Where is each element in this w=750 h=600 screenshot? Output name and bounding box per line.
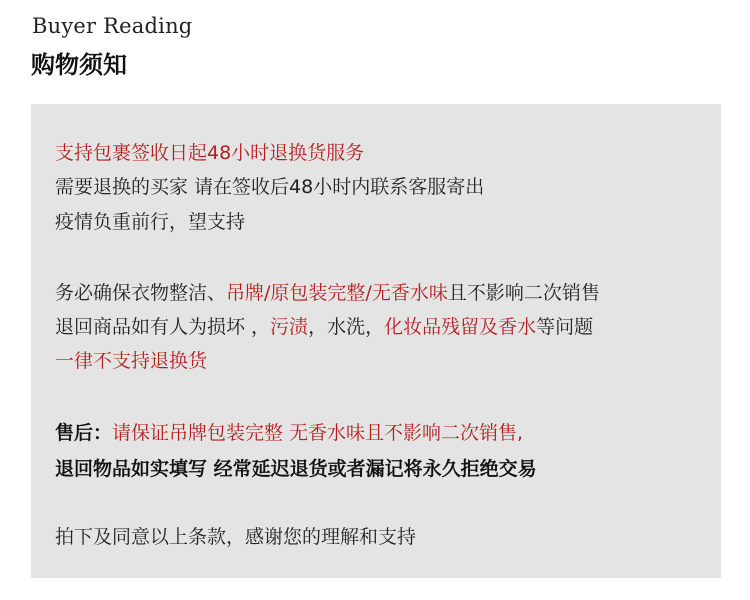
notice-contact-instruction: 需要退换的买家 请在签收后48小时内联系客服寄出 — [55, 176, 485, 198]
notice-damage-b: 污渍 — [270, 316, 309, 338]
notice-support-note: 疫情负重前行，望支持 — [55, 211, 246, 233]
notice-damage-d: 化妆品残留及香水 — [384, 316, 537, 338]
notice-condition-a: 务必确保衣物整洁、 — [55, 282, 227, 304]
notice-aftersale-line — [55, 421, 523, 445]
notice-return-policy: 支持包裹签收日起48小时退换货服务 — [55, 142, 365, 164]
notice-condition-c: 且不影响二次销售 — [447, 282, 600, 304]
notice-damage-c: ，水洗， — [308, 316, 385, 338]
notice-aftersale-text: 请保证吊牌包装完整 无香水味且不影响二次销售, — [112, 422, 524, 444]
notice-panel — [31, 104, 721, 578]
header-title-en: Buyer Reading — [32, 14, 193, 38]
notice-condition-b: 吊牌/原包装完整/无香水味 — [226, 282, 448, 304]
notice-aftersale-label: 售后： — [55, 422, 113, 444]
notice-agreement: 拍下及同意以上条款，感谢您的理解和支持 — [55, 526, 417, 548]
notice-damage-line — [55, 315, 593, 339]
notice-fill-honestly: 退回物品如实填写 经常延迟退货或者漏记将永久拒绝交易 — [55, 458, 537, 480]
notice-no-return: 一律不支持退换货 — [55, 350, 208, 372]
notice-condition-line — [55, 281, 600, 305]
header-title-cn: 购物须知 — [31, 51, 127, 79]
notice-damage-a: 退回商品如有人为损坏 ， — [55, 316, 271, 338]
notice-damage-e: 等问题 — [536, 316, 594, 338]
